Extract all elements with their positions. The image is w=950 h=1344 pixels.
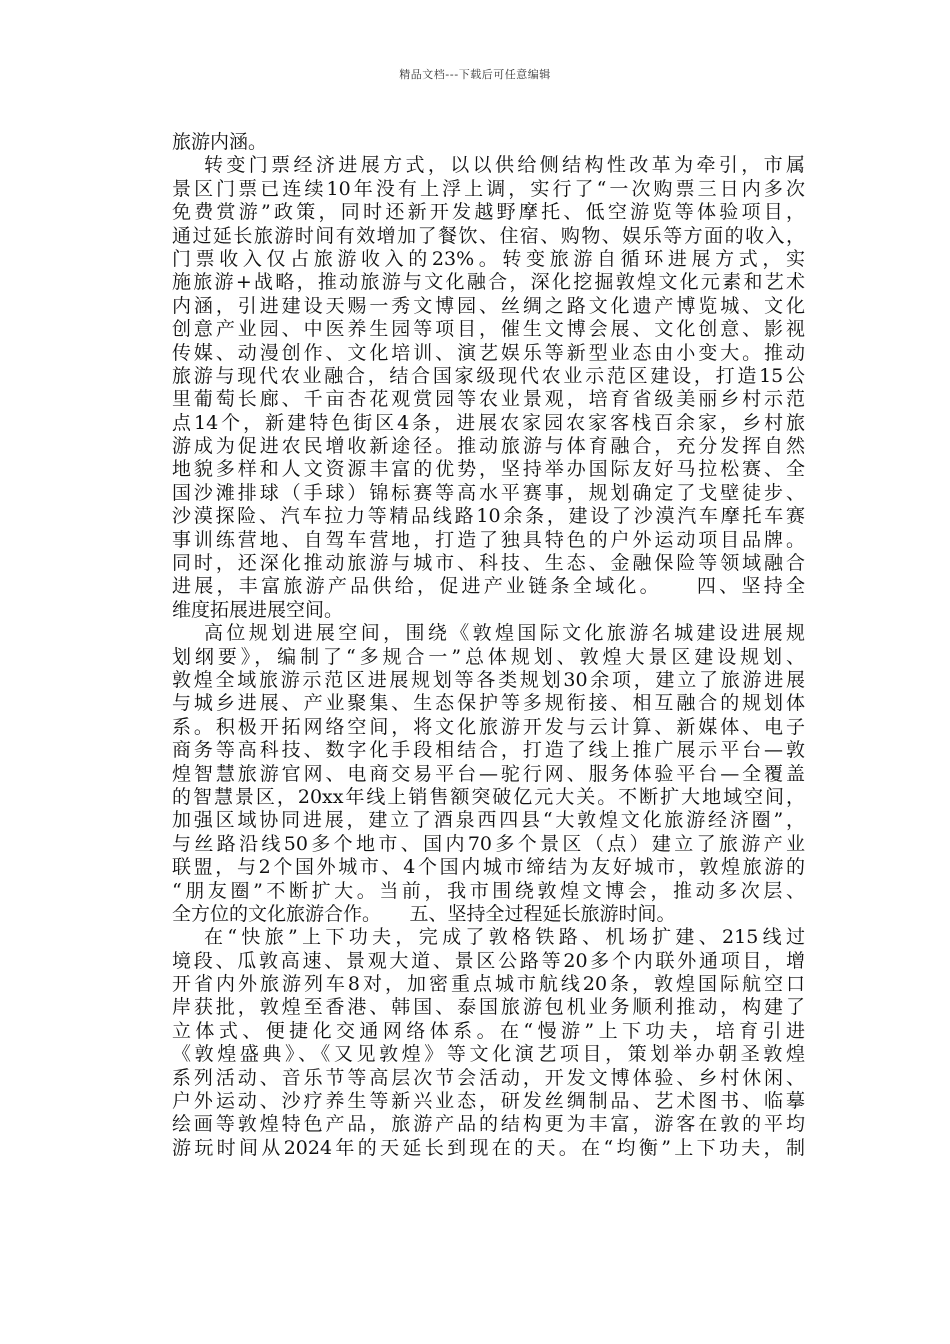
text-line: 游成为促进农民增收新途径。推动旅游与体育融合，充分发挥自然	[172, 435, 805, 458]
text-line: 商务等高科技、数字化手段相结合，打造了线上推广展示平台—敦	[172, 739, 805, 762]
text-line: 转变门票经济进展方式，以以供给侧结构性改革为牵引，市属	[204, 154, 805, 177]
text-line: 绘画等敦煌特色产品，旅游产品的结构更为丰富，游客在敦的平均	[172, 1113, 805, 1136]
text-line: 在“快旅”上下功夫，完成了敦格铁路、机场扩建、215线过	[204, 926, 805, 949]
text-line: 事训练营地、自驾车营地，打造了独具特色的户外运动项目品牌。	[172, 528, 805, 551]
text-line: 岸获批，敦煌至香港、韩国、泰国旅游包机业务顺利推动，构建了	[172, 996, 805, 1019]
text-line: 立体式、便捷化交通网络体系。在“慢游”上下功夫，培育引进	[172, 1019, 805, 1042]
text-line: 旅游内涵。	[172, 131, 268, 153]
text-line: 系列活动、音乐节等高层次节会活动，开发文博体验、乡村休闲、	[172, 1066, 805, 1089]
text-line: 敦煌全域旅游示范区进展规划等各类规划30余项，建立了旅游进展	[172, 668, 805, 691]
text-line: 传媒、动漫创作、文化培训、演艺娱乐等新型业态由小变大。推动	[172, 341, 805, 364]
text-line: 全方位的文化旅游合作。 五、坚持全过程延长旅游时间。	[172, 902, 676, 925]
text-line: 联盟，与2个国外城市、4个国内城市缔结为友好城市，敦煌旅游的	[172, 856, 805, 879]
text-line: 与丝路沿线50多个地市、国内70多个景区（点）建立了旅游产业	[172, 832, 805, 855]
text-line: 里葡萄长廊、千亩杏花观赏园等农业景观，培育省级美丽乡村示范	[172, 388, 805, 411]
text-line: 创意产业园、中医养生园等项目，催生文博会展、文化创意、影视	[172, 318, 805, 341]
text-line: 的智慧景区，20xx年线上销售额突破亿元大关。不断扩大地域空间，	[172, 785, 805, 808]
text-line: 同时，还深化推动旅游与城市、科技、生态、金融保险等领域融合	[172, 552, 805, 575]
text-line: 地貌多样和人文资源丰富的优势，坚持举办国际友好马拉松赛、全	[172, 458, 805, 481]
body-text	[172, 131, 805, 1160]
text-line: 沙漠探险、汽车拉力等精品线路10余条，建设了沙漠汽车摩托车赛	[172, 505, 805, 528]
text-line: 开省内外旅游列车8对，加密重点城市航线20条，敦煌国际航空口	[172, 973, 805, 996]
text-line: 施旅游+战略，推动旅游与文化融合，深化挖掘敦煌文化元素和艺术	[172, 271, 805, 294]
text-line: 煌智慧旅游官网、电商交易平台—驼行网、服务体验平台—全覆盖	[172, 762, 805, 785]
text-line: 户外运动、沙疗养生等新兴业态，研发丝绸制品、艺术图书、临摹	[172, 1090, 805, 1113]
text-line: 系。积极开拓网络空间，将文化旅游开发与云计算、新媒体、电子	[172, 715, 805, 738]
page-header: 精品文档---下载后可任意编辑	[399, 68, 551, 81]
text-line: 门票收入仅占旅游收入的23%。转变旅游自循环进展方式，实	[172, 247, 805, 270]
text-line: “朋友圈”不断扩大。当前，我市围绕敦煌文博会，推动多次层、	[172, 879, 805, 902]
text-line: 游玩时间从2024年的天延长到现在的天。在“均衡”上下功夫，制	[172, 1136, 805, 1159]
text-line: 与城乡进展、产业聚集、生态保护等多规衔接、相互融合的规划体	[172, 692, 805, 715]
text-line: 加强区域协同进展，建立了酒泉西四县“大敦煌文化旅游经济圈”，	[172, 809, 805, 832]
text-line: 高位规划进展空间，围绕《敦煌国际文化旅游名城建设进展规	[204, 622, 805, 645]
text-line: 内涵，引进建设天赐一秀文博园、丝绸之路文化遗产博览城、文化	[172, 294, 805, 317]
text-line: 维度拓展进展空间。	[172, 598, 344, 621]
text-line: 境段、瓜敦高速、景观大道、景区公路等20多个内联外通项目，增	[172, 949, 805, 972]
text-line: 国沙滩排球（手球）锦标赛等高水平赛事，规划确定了戈壁徒步、	[172, 481, 805, 504]
text-line: 旅游与现代农业融合，结合国家级现代农业示范区建设，打造15公	[172, 364, 805, 387]
text-line: 《敦煌盛典》、《又见敦煌》等文化演艺项目，策划举办朝圣敦煌	[172, 1043, 805, 1066]
text-line: 通过延长旅游时间有效增加了餐饮、住宿、购物、娱乐等方面的收入，	[172, 224, 805, 247]
text-line: 进展，丰富旅游产品供给，促进产业链条全域化。 四、坚持全	[172, 575, 805, 598]
text-line: 划纲要》，编制了“多规合一”总体规划、敦煌大景区建设规划、	[172, 645, 805, 668]
text-line: 景区门票已连续10年没有上浮上调，实行了“一次购票三日内多次	[172, 177, 805, 200]
text-line: 点14个，新建特色街区4条，进展农家园农家客栈百余家，乡村旅	[172, 411, 805, 434]
text-line: 免费赏游”政策，同时还新开发越野摩托、低空游览等体验项目，	[172, 201, 805, 224]
